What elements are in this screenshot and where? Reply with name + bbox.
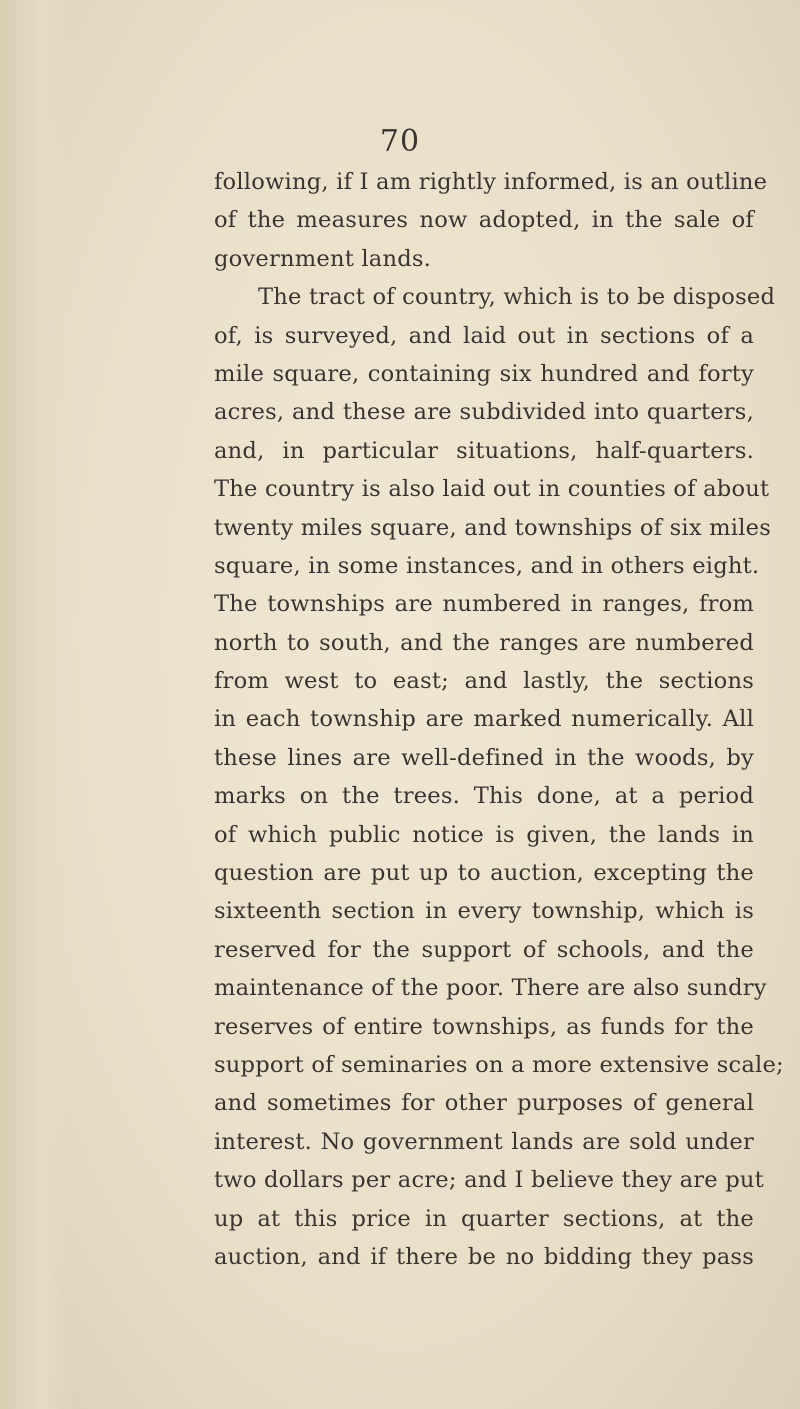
text-line: square, in some instances, and in others eight.	[214, 552, 760, 579]
text-line: these lines are well-defined in the woods, by	[214, 744, 754, 771]
text-line: maintenance of the poor. There are also sundry	[214, 975, 767, 1002]
text-line: of the measures now adopted, in the sale of	[214, 207, 754, 234]
text-line: interest. No government lands are sold under	[214, 1128, 754, 1155]
text-line: north to south, and the ranges are numbered	[214, 629, 754, 656]
text-line: in each township are marked numerically. All	[214, 706, 754, 733]
text-line: twenty miles square, and townships of six miles	[214, 514, 771, 541]
page-gutter-shadow	[0, 0, 70, 1409]
text-line: of, is surveyed, and laid out in sections of a	[214, 322, 754, 349]
text-line: question are put up to auction, excepting the	[214, 860, 754, 887]
text-line: The townships are numbered in ranges, from	[214, 591, 754, 618]
text-line: government lands.	[214, 245, 432, 272]
text-line: from west to east; and lastly, the sections	[214, 668, 754, 695]
text-line: and sometimes for other purposes of general	[214, 1090, 754, 1117]
text-line: sixteenth section in every township, which is	[214, 898, 754, 925]
text-line: support of seminaries on a more extensive scale;	[214, 1051, 784, 1078]
text-line: acres, and these are subdivided into quarters,	[214, 399, 754, 426]
text-line: auction, and if there be no bidding they pass	[214, 1243, 754, 1270]
text-line: and, in particular situations, half-quarters.	[214, 437, 754, 464]
text-line: reserves of entire townships, as funds for the	[214, 1013, 754, 1040]
body-text	[214, 163, 784, 1276]
text-line: reserved for the support of schools, and the	[214, 936, 754, 963]
text-line: following, if I am rightly informed, is an outline	[214, 169, 768, 195]
text-line: of which public notice is given, the lands in	[214, 821, 754, 848]
text-line: The country is also laid out in counties of about	[214, 476, 770, 503]
text-line: mile square, containing six hundred and forty	[214, 360, 754, 387]
text-line: two dollars per acre; and I believe they are put	[214, 1167, 764, 1194]
text-line: The tract of country, which is to be disposed	[258, 284, 776, 311]
text-line: marks on the trees. This done, at a period	[214, 783, 754, 810]
page-number: 70	[379, 124, 421, 159]
text-line: up at this price in quarter sections, at the	[214, 1205, 754, 1232]
